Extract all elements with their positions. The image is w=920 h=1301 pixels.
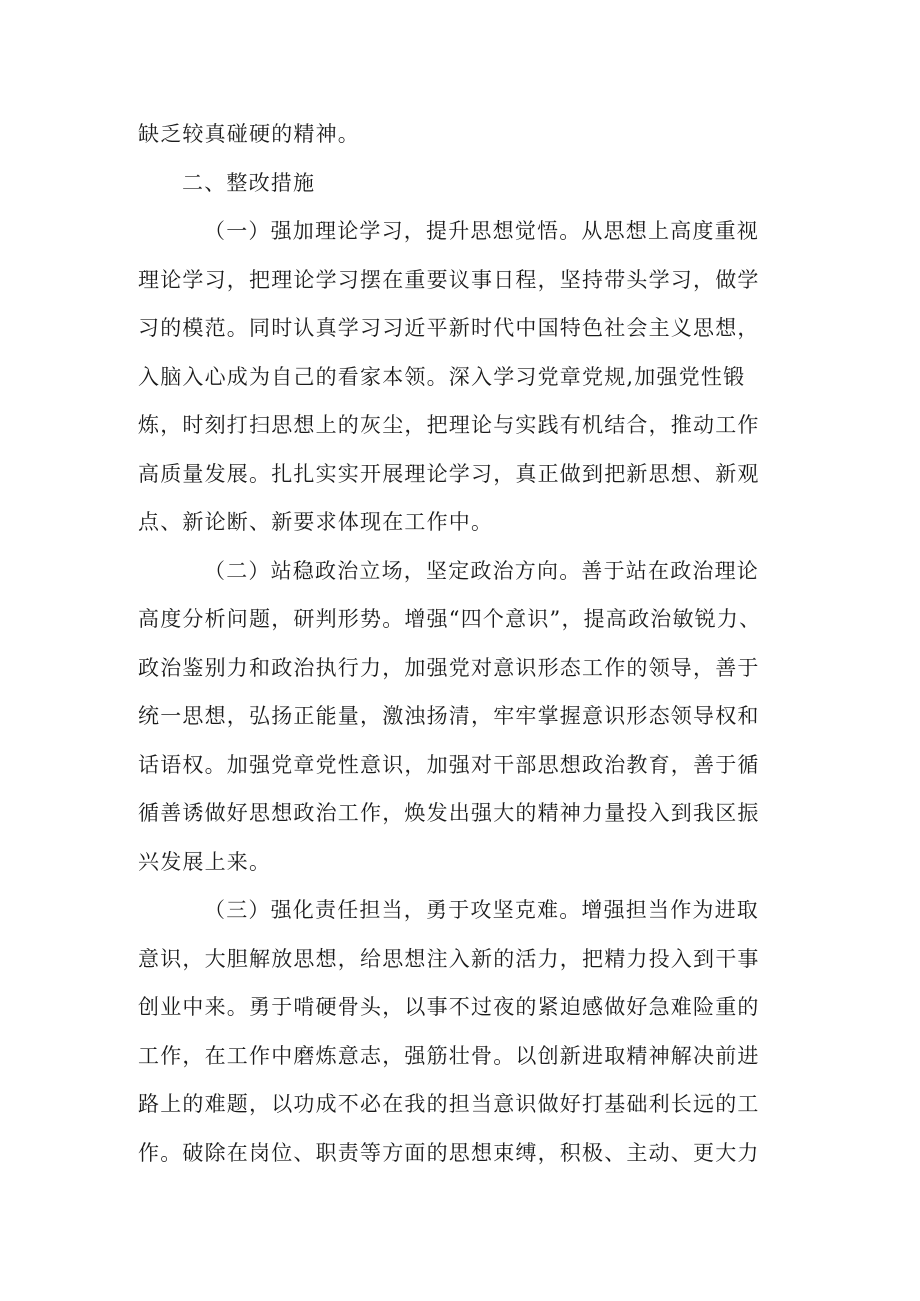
paragraph-first-line: （一）强加理论学习，提升思想觉悟。从思想上高度重视 — [204, 219, 759, 243]
paragraph-first-line: （三）强化责任担当，勇于攻坚克难。增强担当作为进取 — [204, 898, 759, 922]
text-line: 缺乏较真碰硬的精神。 — [138, 122, 360, 146]
text-line: 习的模范。同时认真学习习近平新时代中国特色社会主义思想， — [138, 316, 760, 340]
text-line: 作。破除在岗位、职责等方面的思想束缚，积极、主动、更大力 — [138, 1140, 760, 1165]
paragraph-first-line: （二）站稳政治立场，坚定政治方向。善于站在政治理论 — [204, 558, 759, 583]
text-line: 点、新论断、新要求体现在工作中。 — [138, 510, 494, 534]
text-line: 话语权。加强党章党性意识，加强对干部思想政治教育，善于循 — [138, 752, 760, 777]
text-line: 高质量发展。扎扎实实开展理论学习，真正做到把新思想、新观 — [138, 461, 760, 486]
text-line: 炼，时刻打扫思想上的灰尘，把理论与实践有机结合，推动工作 — [138, 413, 760, 437]
text-line: 政治鉴别力和政治执行力，加强党对意识形态工作的领导，善于 — [138, 655, 760, 680]
document-body — [138, 110, 790, 1177]
text-line: 入脑入心成为自己的看家本领。深入学习党章党规,加强党性锻 — [138, 364, 746, 389]
text-line: 工作，在工作中磨炼意志，强筋壮骨。以创新进取精神解决前进 — [138, 1043, 760, 1068]
text-line: 兴发展上来。 — [138, 849, 272, 874]
text-line: 路上的难题，以功成不必在我的担当意识做好打基础利长远的工 — [138, 1092, 760, 1116]
text-line: 统一思想，弘扬正能量，激浊扬清，牢牢掌握意识形态领导权和 — [138, 704, 760, 728]
section-heading: 二、整改措施 — [182, 170, 316, 195]
text-line: 高度分析问题，研判形势。增强“四个意识”，提高政治敏锐力、 — [138, 607, 762, 631]
text-line: 创业中来。勇于啃硬骨头，以事不过夜的紧迫感做好急难险重的 — [138, 995, 760, 1019]
text-line: 循善诱做好思想政治工作，焕发出强大的精神力量投入到我区振 — [138, 801, 760, 825]
text-line: 意识，大胆解放思想，给思想注入新的活力，把精力投入到干事 — [138, 946, 760, 971]
text-line: 理论学习，把理论学习摆在重要议事日程，坚持带头学习，做学 — [138, 267, 760, 292]
